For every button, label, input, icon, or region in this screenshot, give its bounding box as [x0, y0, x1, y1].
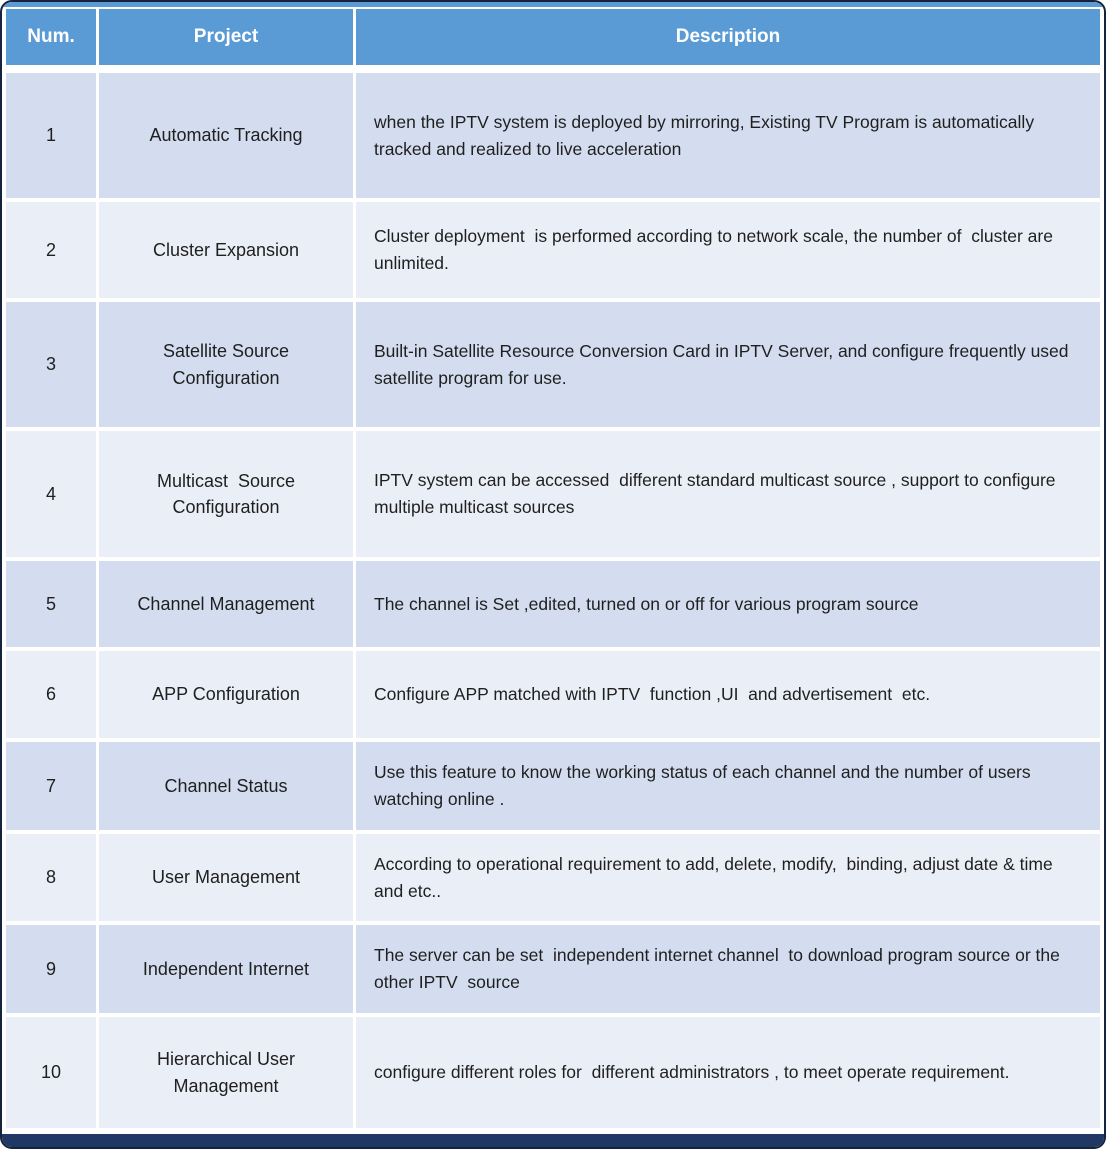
- table-header-row: [6, 9, 1100, 65]
- description-cell: The channel is Set ,edited, turned on or off for various program source: [356, 561, 1100, 647]
- description-cell: IPTV system can be accessed different standard multicast source , support to configure multiple multicast sources: [356, 431, 1100, 557]
- column-header-num: Num.: [6, 9, 96, 65]
- table-row: [6, 1017, 1100, 1128]
- project-cell: User Management: [99, 834, 353, 921]
- num-cell: 3: [6, 302, 96, 427]
- project-cell: Multicast Source Configuration: [99, 431, 353, 557]
- project-cell: Automatic Tracking: [99, 73, 353, 198]
- description-cell: configure different roles for different administrators , to meet operate requirement.: [356, 1017, 1100, 1128]
- description-cell: According to operational requirement to add, delete, modify, binding, adjust date & time and etc..: [356, 834, 1100, 921]
- project-cell: Channel Status: [99, 742, 353, 830]
- table-row: [6, 834, 1100, 921]
- table-top-border: [2, 2, 1104, 7]
- feature-table: [2, 9, 1104, 1134]
- description-cell: Cluster deployment is performed according to network scale, the number of cluster are unlimited.: [356, 202, 1100, 298]
- num-cell: 5: [6, 561, 96, 647]
- num-cell: 7: [6, 742, 96, 830]
- table-row: [6, 202, 1100, 298]
- table-row: [6, 742, 1100, 830]
- num-cell: 1: [6, 73, 96, 198]
- project-cell: Channel Management: [99, 561, 353, 647]
- num-cell: 8: [6, 834, 96, 921]
- table-row: [6, 431, 1100, 557]
- project-cell: Cluster Expansion: [99, 202, 353, 298]
- description-cell: Use this feature to know the working status of each channel and the number of users watching online .: [356, 742, 1100, 830]
- project-cell: Satellite Source Configuration: [99, 302, 353, 427]
- table-row: [6, 73, 1100, 198]
- description-cell: Built-in Satellite Resource Conversion Card in IPTV Server, and configure frequently used satellite program for use.: [356, 302, 1100, 427]
- table-row: [6, 302, 1100, 427]
- table-body: [6, 73, 1100, 1128]
- description-cell: The server can be set independent internet channel to download program source or the other IPTV source: [356, 925, 1100, 1013]
- num-cell: 2: [6, 202, 96, 298]
- column-header-description: Description: [356, 9, 1100, 65]
- num-cell: 9: [6, 925, 96, 1013]
- table-row: [6, 561, 1100, 647]
- project-cell: Independent Internet: [99, 925, 353, 1013]
- table-row: [6, 651, 1100, 738]
- table-bottom-border: [2, 1134, 1104, 1147]
- description-cell: when the IPTV system is deployed by mirroring, Existing TV Program is automatically tracked and realized to live acceleration: [356, 73, 1100, 198]
- num-cell: 4: [6, 431, 96, 557]
- project-cell: APP Configuration: [99, 651, 353, 738]
- column-header-project: Project: [99, 9, 353, 65]
- project-cell: Hierarchical User Management: [99, 1017, 353, 1128]
- num-cell: 10: [6, 1017, 96, 1128]
- table-row: [6, 925, 1100, 1013]
- description-cell: Configure APP matched with IPTV function ,UI and advertisement etc.: [356, 651, 1100, 738]
- num-cell: 6: [6, 651, 96, 738]
